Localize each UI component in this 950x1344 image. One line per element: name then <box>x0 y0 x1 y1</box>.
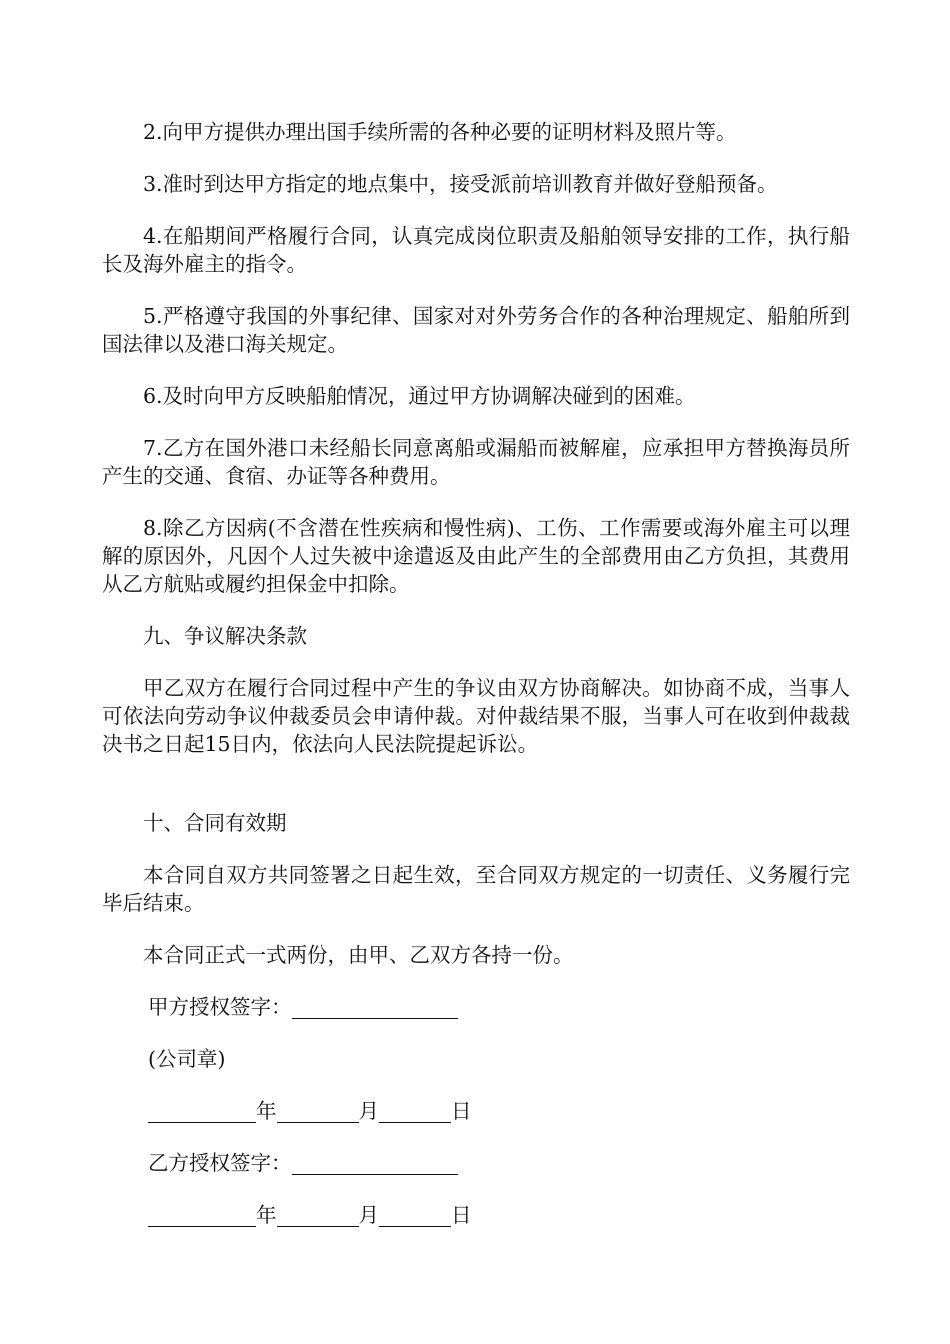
company-seal-note: (公司章) <box>148 1047 226 1071</box>
clause-2: 2.向甲方提供办理出国手续所需的各种必要的证明材料及照片等。 <box>143 120 737 144</box>
party-a-signature-line <box>102 993 850 1021</box>
party-b-date-line <box>102 1201 850 1229</box>
clause-3: 3.准时到达甲方指定的地点集中，接受派前培训教育并做好登船预备。 <box>143 172 778 196</box>
copies-statement: 本合同正式一式两份，由甲、乙双方各持一份。 <box>143 943 574 967</box>
section-10-heading: 十、合同有效期 <box>143 811 287 835</box>
party-a-year-blank[interactable] <box>148 1100 256 1123</box>
party-a-year-label: 年 <box>256 1099 277 1123</box>
clause-8: 8.除乙方因病(不含潜在性疾病和慢性病)、工伤、工作需要或海外雇主可以理解的原因外，凡因个人过失被中途遣返及由此产生的全部费用由乙方负担，其费用从乙方航贴或履约担保金中扣除。 <box>102 516 850 596</box>
clause-5: 5.严格遵守我国的外事纪律、国家对对外劳务合作的各种治理规定、船舶所到国法律以及港口海关规定。 <box>102 304 850 356</box>
clause-7: 7.乙方在国外港口未经船长同意离船或漏船而被解雇，应承担甲方替换海员所产生的交通、食宿、办证等各种费用。 <box>102 436 850 488</box>
party-a-date-line <box>102 1097 850 1125</box>
party-b-month-label: 月 <box>358 1203 379 1227</box>
party-a-month-label: 月 <box>358 1099 379 1123</box>
party-b-year-label: 年 <box>256 1203 277 1227</box>
party-a-month-blank[interactable] <box>277 1100 359 1123</box>
party-b-signature-label: 乙方授权签字： <box>148 1151 292 1175</box>
clause-6: 6.及时向甲方反映船舶情况，通过甲方协调解决碰到的困难。 <box>143 384 696 408</box>
clause-4: 4.在船期间严格履行合同，认真完成岗位职责及船舶领导安排的工作，执行船长及海外雇主的指令。 <box>102 224 850 276</box>
section-9-heading: 九、争议解决条款 <box>143 624 307 648</box>
party-b-signature-blank[interactable] <box>292 1152 458 1175</box>
party-a-signature-blank[interactable] <box>292 996 458 1019</box>
section-9-body: 甲乙双方在履行合同过程中产生的争议由双方协商解决。如协商不成，当事人可依法向劳动争议仲裁委员会申请仲裁。对仲裁结果不服，当事人可在收到仲裁裁决书之日起15日内，依法向人民法院提起诉讼。 <box>102 676 850 756</box>
party-b-month-blank[interactable] <box>277 1204 359 1227</box>
party-b-day-blank[interactable] <box>379 1204 451 1227</box>
party-b-signature-line <box>102 1149 850 1177</box>
party-b-year-blank[interactable] <box>148 1204 256 1227</box>
party-a-day-blank[interactable] <box>379 1100 451 1123</box>
party-a-day-label: 日 <box>451 1099 472 1123</box>
party-b-day-label: 日 <box>451 1203 472 1227</box>
party-a-signature-label: 甲方授权签字： <box>148 995 292 1019</box>
section-10-body: 本合同自双方共同签署之日起生效，至合同双方规定的一切责任、义务履行完毕后结束。 <box>102 863 850 915</box>
